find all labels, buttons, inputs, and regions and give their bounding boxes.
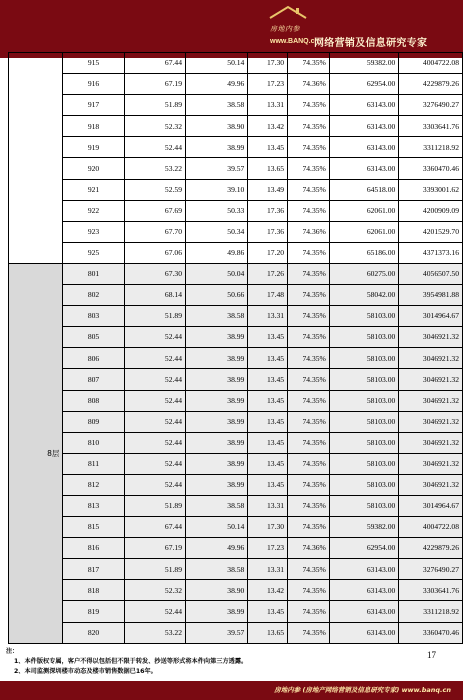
table-cell: 38.99 <box>186 453 248 474</box>
table-cell: 38.99 <box>186 601 248 622</box>
table-row <box>9 95 463 116</box>
table-cell: 17.48 <box>248 285 288 306</box>
table-cell: 74.35% <box>288 200 330 221</box>
table-cell: 13.45 <box>248 411 288 432</box>
table-cell: 13.31 <box>248 95 288 116</box>
table-cell: 3311218.92 <box>399 601 463 622</box>
table-cell: 4200909.09 <box>399 200 463 221</box>
table-cell: 818 <box>63 580 124 601</box>
table-cell: 62061.00 <box>329 221 398 242</box>
table-cell: 67.19 <box>124 538 185 559</box>
table-cell: 74.35% <box>288 327 330 348</box>
table-cell: 13.31 <box>248 559 288 580</box>
table-cell: 819 <box>63 601 124 622</box>
table-cell: 49.86 <box>186 242 248 263</box>
table-cell: 3046921.32 <box>399 327 463 348</box>
table-row <box>9 411 463 432</box>
table-cell: 50.14 <box>186 53 248 74</box>
table-cell: 74.35% <box>288 495 330 516</box>
table-cell: 4004722.08 <box>399 53 463 74</box>
table-row <box>9 580 463 601</box>
table-cell: 60275.00 <box>329 263 398 284</box>
table-cell: 808 <box>63 390 124 411</box>
page-header-banner <box>0 0 463 58</box>
table-cell: 4229879.26 <box>399 538 463 559</box>
table-cell: 58042.00 <box>329 285 398 306</box>
table-cell: 74.35% <box>288 390 330 411</box>
table-cell: 74.35% <box>288 369 330 390</box>
table-row <box>9 158 463 179</box>
table-cell: 52.44 <box>124 137 185 158</box>
table-cell: 52.44 <box>124 601 185 622</box>
table-cell: 807 <box>63 369 124 390</box>
table-cell: 74.35% <box>288 95 330 116</box>
table-cell: 38.90 <box>186 580 248 601</box>
table-cell: 38.99 <box>186 432 248 453</box>
table-cell: 3046921.32 <box>399 390 463 411</box>
table-cell: 74.35% <box>288 580 330 601</box>
page-number: 17 <box>427 650 436 660</box>
table-cell: 38.99 <box>186 390 248 411</box>
table-row <box>9 474 463 495</box>
table-cell: 915 <box>63 53 124 74</box>
table-cell: 921 <box>63 179 124 200</box>
table-cell: 4229879.26 <box>399 74 463 95</box>
table-cell: 13.45 <box>248 474 288 495</box>
table-cell: 801 <box>63 263 124 284</box>
table-cell: 3954981.88 <box>399 285 463 306</box>
table-cell: 925 <box>63 242 124 263</box>
notes-label: 注： <box>6 648 19 655</box>
table-cell: 803 <box>63 306 124 327</box>
table-cell: 13.45 <box>248 137 288 158</box>
table-cell: 50.33 <box>186 200 248 221</box>
notes-section <box>6 647 424 677</box>
table-cell: 38.58 <box>186 306 248 327</box>
brand-name: 房地内参 <box>270 25 300 33</box>
table-cell: 3046921.32 <box>399 474 463 495</box>
table-cell: 52.32 <box>124 580 185 601</box>
table-cell: 13.45 <box>248 601 288 622</box>
table-cell: 59382.00 <box>329 53 398 74</box>
table-cell: 74.36% <box>288 74 330 95</box>
table-cell: 809 <box>63 411 124 432</box>
table-cell: 3360470.46 <box>399 622 463 643</box>
table-cell: 74.36% <box>288 538 330 559</box>
table-cell: 58103.00 <box>329 369 398 390</box>
table-cell: 62954.00 <box>329 538 398 559</box>
table-cell: 67.44 <box>124 53 185 74</box>
table-row <box>9 327 463 348</box>
table-cell: 58103.00 <box>329 327 398 348</box>
table-cell: 920 <box>63 158 124 179</box>
table-row <box>9 137 463 158</box>
table-cell: 58103.00 <box>329 453 398 474</box>
table-cell: 74.35% <box>288 53 330 74</box>
table-cell: 3046921.32 <box>399 432 463 453</box>
table-cell: 38.99 <box>186 411 248 432</box>
table-cell: 74.35% <box>288 285 330 306</box>
page-footer-banner <box>0 681 463 700</box>
table-cell: 58103.00 <box>329 474 398 495</box>
table-row <box>9 432 463 453</box>
table-cell: 52.44 <box>124 411 185 432</box>
table-cell: 53.22 <box>124 622 185 643</box>
table-cell: 13.65 <box>248 622 288 643</box>
table-row <box>9 390 463 411</box>
table-cell: 13.31 <box>248 495 288 516</box>
table-row <box>9 517 463 538</box>
brand-tagline: 网络营销及信息研究专家 <box>314 38 428 49</box>
table-cell: 810 <box>63 432 124 453</box>
table-row <box>9 369 463 390</box>
table-cell: 38.99 <box>186 369 248 390</box>
table-cell: 17.23 <box>248 74 288 95</box>
table-cell: 38.58 <box>186 559 248 580</box>
table-cell: 922 <box>63 200 124 221</box>
table-cell: 50.14 <box>186 517 248 538</box>
table-cell: 52.44 <box>124 369 185 390</box>
table-cell: 3014964.67 <box>399 306 463 327</box>
table-cell: 74.35% <box>288 453 330 474</box>
table-cell: 74.35% <box>288 517 330 538</box>
table-row <box>9 348 463 369</box>
table-row <box>9 306 463 327</box>
table-cell: 50.04 <box>186 263 248 284</box>
table-cell: 813 <box>63 495 124 516</box>
table-cell: 64518.00 <box>329 179 398 200</box>
table-cell: 67.70 <box>124 221 185 242</box>
table-cell: 52.59 <box>124 179 185 200</box>
table-cell: 50.34 <box>186 221 248 242</box>
table-cell: 63143.00 <box>329 601 398 622</box>
table-cell: 13.45 <box>248 348 288 369</box>
table-cell: 74.35% <box>288 348 330 369</box>
table-cell: 38.99 <box>186 348 248 369</box>
table-cell: 3393001.62 <box>399 179 463 200</box>
table-cell: 50.66 <box>186 285 248 306</box>
table-cell: 13.45 <box>248 432 288 453</box>
table-cell: 38.90 <box>186 116 248 137</box>
table-cell: 38.99 <box>186 137 248 158</box>
table-cell: 3014964.67 <box>399 495 463 516</box>
table-cell: 74.36% <box>288 221 330 242</box>
table-cell: 4004722.08 <box>399 517 463 538</box>
table-cell: 58103.00 <box>329 411 398 432</box>
table-cell: 17.26 <box>248 263 288 284</box>
table-cell: 17.36 <box>248 221 288 242</box>
table-cell: 63143.00 <box>329 559 398 580</box>
table-cell: 74.35% <box>288 601 330 622</box>
table-cell: 52.32 <box>124 116 185 137</box>
table-cell: 3311218.92 <box>399 137 463 158</box>
table-cell: 812 <box>63 474 124 495</box>
table-cell: 74.35% <box>288 306 330 327</box>
table-cell: 67.69 <box>124 200 185 221</box>
table-cell: 4056507.50 <box>399 263 463 284</box>
table-cell: 13.42 <box>248 580 288 601</box>
table-cell: 815 <box>63 517 124 538</box>
table-cell: 67.19 <box>124 74 185 95</box>
table-cell: 38.99 <box>186 474 248 495</box>
table-cell: 67.44 <box>124 517 185 538</box>
table-cell: 17.20 <box>248 242 288 263</box>
table-cell: 49.96 <box>186 538 248 559</box>
table-cell: 63143.00 <box>329 116 398 137</box>
table-cell: 49.96 <box>186 74 248 95</box>
table-cell: 39.10 <box>186 179 248 200</box>
table-cell: 51.89 <box>124 95 185 116</box>
table-cell: 4371373.16 <box>399 242 463 263</box>
table-cell: 17.30 <box>248 53 288 74</box>
table-cell: 3046921.32 <box>399 453 463 474</box>
table-cell: 13.45 <box>248 453 288 474</box>
table-cell: 58103.00 <box>329 306 398 327</box>
table-row <box>9 74 463 95</box>
table-cell: 74.35% <box>288 559 330 580</box>
table-cell: 62954.00 <box>329 74 398 95</box>
table-cell: 820 <box>63 622 124 643</box>
table-row <box>9 453 463 474</box>
table-cell: 17.23 <box>248 538 288 559</box>
table-row <box>9 601 463 622</box>
table-cell: 4201529.70 <box>399 221 463 242</box>
table-cell: 74.35% <box>288 474 330 495</box>
table-cell: 13.45 <box>248 327 288 348</box>
table-cell: 74.35% <box>288 263 330 284</box>
table-cell: 67.30 <box>124 263 185 284</box>
table-cell: 3360470.46 <box>399 158 463 179</box>
unit-price-table <box>8 52 463 644</box>
table-cell: 63143.00 <box>329 137 398 158</box>
table-cell: 58103.00 <box>329 495 398 516</box>
table-cell: 38.99 <box>186 327 248 348</box>
table-cell: 68.14 <box>124 285 185 306</box>
table-cell: 62061.00 <box>329 200 398 221</box>
table-cell: 817 <box>63 559 124 580</box>
table-cell: 63143.00 <box>329 580 398 601</box>
table-row <box>9 495 463 516</box>
table-cell: 917 <box>63 95 124 116</box>
table-cell: 52.44 <box>124 474 185 495</box>
table-cell: 816 <box>63 538 124 559</box>
table-cell: 805 <box>63 327 124 348</box>
table-cell: 39.57 <box>186 622 248 643</box>
table-cell: 52.44 <box>124 348 185 369</box>
table-cell: 13.31 <box>248 306 288 327</box>
table-cell: 63143.00 <box>329 158 398 179</box>
table-cell: 65186.00 <box>329 242 398 263</box>
table-cell: 63143.00 <box>329 95 398 116</box>
table-cell: 74.35% <box>288 242 330 263</box>
table-cell: 52.44 <box>124 432 185 453</box>
floor-group-cell <box>9 53 63 264</box>
table-cell: 52.44 <box>124 453 185 474</box>
table-cell: 17.36 <box>248 200 288 221</box>
table-row <box>9 179 463 200</box>
table-row <box>9 200 463 221</box>
table-cell: 918 <box>63 116 124 137</box>
table-cell: 51.89 <box>124 306 185 327</box>
table-cell: 13.45 <box>248 390 288 411</box>
table-cell: 806 <box>63 348 124 369</box>
table-cell: 3303641.76 <box>399 116 463 137</box>
brand-website: www.BANQ.cn <box>270 38 319 45</box>
table-cell: 58103.00 <box>329 390 398 411</box>
table-cell: 67.06 <box>124 242 185 263</box>
table-cell: 17.30 <box>248 517 288 538</box>
table-cell: 13.65 <box>248 158 288 179</box>
table-row <box>9 622 463 643</box>
table-cell: 3046921.32 <box>399 411 463 432</box>
table-cell: 13.45 <box>248 369 288 390</box>
table-cell: 3276490.27 <box>399 559 463 580</box>
floor-group-cell: 8层 <box>9 263 63 643</box>
table-cell: 51.89 <box>124 559 185 580</box>
table-cell: 916 <box>63 74 124 95</box>
table-row <box>9 559 463 580</box>
table-cell: 802 <box>63 285 124 306</box>
table-cell: 52.44 <box>124 327 185 348</box>
table-cell: 63143.00 <box>329 622 398 643</box>
table-cell: 52.44 <box>124 390 185 411</box>
table-cell: 59382.00 <box>329 517 398 538</box>
table-cell: 39.57 <box>186 158 248 179</box>
table-cell: 53.22 <box>124 158 185 179</box>
table-cell: 74.35% <box>288 158 330 179</box>
table-row <box>9 285 463 306</box>
note-line-1: 1、本件版权专属，客户不得以包括但不限于转发、抄送等形式将本件向第三方透露。 <box>14 658 248 665</box>
table-cell: 74.35% <box>288 179 330 200</box>
table-cell: 3046921.32 <box>399 369 463 390</box>
table-cell: 919 <box>63 137 124 158</box>
table-row <box>9 221 463 242</box>
table-cell: 13.49 <box>248 179 288 200</box>
table-row <box>9 53 463 74</box>
table-cell: 38.58 <box>186 95 248 116</box>
table-cell: 74.35% <box>288 432 330 453</box>
footer-brand-text: 房地内参 (房地产网络营销及信息研究专家) www.banq.cn <box>274 686 451 694</box>
table-cell: 58103.00 <box>329 432 398 453</box>
table-cell: 13.42 <box>248 116 288 137</box>
table-cell: 3046921.32 <box>399 348 463 369</box>
table-cell: 38.58 <box>186 495 248 516</box>
table-row <box>9 116 463 137</box>
table-cell: 74.35% <box>288 411 330 432</box>
table-cell: 3303641.76 <box>399 580 463 601</box>
table-row <box>9 263 463 284</box>
table-cell: 74.35% <box>288 622 330 643</box>
table-cell: 3276490.27 <box>399 95 463 116</box>
table-cell: 923 <box>63 221 124 242</box>
table-cell: 51.89 <box>124 495 185 516</box>
table-row <box>9 538 463 559</box>
table-cell: 74.35% <box>288 116 330 137</box>
note-line-2: 2、本司监测深圳楼市动态及楼市销售数据已16年。 <box>14 668 157 675</box>
table-cell: 811 <box>63 453 124 474</box>
table-row <box>9 242 463 263</box>
table-cell: 58103.00 <box>329 348 398 369</box>
table-cell: 74.35% <box>288 137 330 158</box>
